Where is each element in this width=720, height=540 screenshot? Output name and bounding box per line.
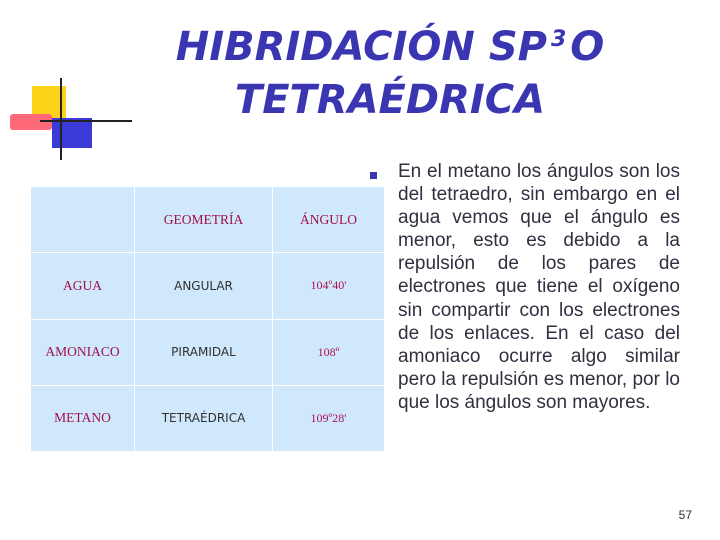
- logo-red-bar: [10, 114, 52, 130]
- table-header-cell: [31, 187, 135, 253]
- table-cell-angle: 108º: [273, 319, 385, 385]
- table-cell-molecule: AMONIACO: [31, 319, 135, 385]
- logo-blue-square: [52, 118, 92, 148]
- table-cell-molecule: METANO: [31, 385, 135, 451]
- table-cell-geometry: ANGULAR: [135, 253, 273, 319]
- table-cell-angle: 104º40': [273, 253, 385, 319]
- page-number: 57: [678, 508, 692, 522]
- title-text-post: O: [570, 24, 605, 70]
- logo-vertical-line: [60, 78, 62, 160]
- table-row: [31, 319, 385, 385]
- slide-title: [150, 24, 630, 123]
- table-cell-angle: 109º28': [273, 385, 385, 451]
- table-header-cell: GEOMETRÍA: [135, 187, 273, 253]
- table-cell-geometry: TETRAÉDRICA: [135, 385, 273, 451]
- table-row: [31, 385, 385, 451]
- logo-horizontal-line: [40, 120, 132, 122]
- title-text-pre: HIBRIDACIÓN SP: [175, 24, 547, 70]
- title-line-2: TETRAÉDRICA: [234, 77, 546, 123]
- table-cell-geometry: PIRAMIDAL: [135, 319, 273, 385]
- table-header-row: [31, 187, 385, 253]
- table-header-cell: ÁNGULO: [273, 187, 385, 253]
- table-row: [31, 253, 385, 319]
- title-line-1: [150, 24, 630, 77]
- table-cell-molecule: AGUA: [31, 253, 135, 319]
- explanation-paragraph: En el metano los ángulos son los del tetraedro, sin embargo en el agua vemos que el ángulo es menor, esto es debido a la repulsión de los pares de electrones que tiene el oxígeno sin compartir con los electrones de los enlaces. En el caso del amoniaco ocurre algo similar pero la repulsión es menor, por lo que los ángulos son mayores.: [398, 161, 680, 413]
- title-superscript: 3: [550, 27, 567, 52]
- hybridization-table: [30, 186, 385, 452]
- bullet-square-icon: [370, 172, 377, 179]
